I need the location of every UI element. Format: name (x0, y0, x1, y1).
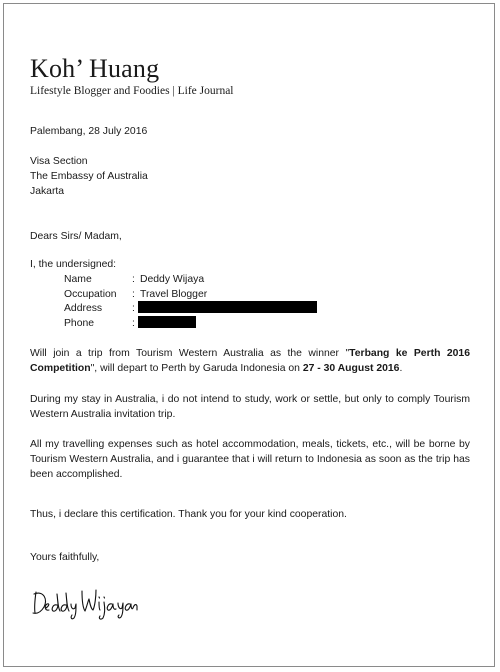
identity-colon: : (132, 318, 135, 329)
paragraph-expenses: All my travelling expenses such as hotel accommodation, meals, tickets, etc., will be borne by Tourism Western Australia, and i guarantee that i will return to Indonesia as soon as the trip has been accomplished. (30, 439, 470, 480)
identity-label: Name (64, 274, 92, 285)
competition-name: Terbang ke Perth 2016 Competition (30, 348, 470, 374)
recipient-line-1: Visa Section (30, 156, 88, 167)
intro-line: I, the undersigned: (30, 259, 117, 270)
letter-page (3, 3, 495, 667)
letterhead-name: Koh’ Huang (30, 54, 160, 83)
identity-value: Deddy Wijaya (140, 274, 205, 285)
recipient-line-2: The Embassy of Australia (30, 171, 148, 182)
identity-value: Travel Blogger (140, 289, 208, 300)
para-text: . (399, 363, 403, 374)
identity-label: Occupation (64, 289, 117, 300)
trip-dates: 27 - 30 August 2016 (302, 363, 400, 374)
paragraph-stay: During my stay in Australia, i do not intend to study, work or settle, but only to comply Tourism Western Australia invitation trip. (30, 394, 470, 420)
salutation: Dears Sirs/ Madam, (30, 231, 122, 242)
para-text: Will join a trip from Tourism Western Australia as the winner " (30, 348, 350, 359)
paragraph-declaration: Thus, i declare this certification. Thank you for your kind cooperation. (30, 509, 347, 520)
redacted-phone (138, 316, 196, 328)
identity-label: Phone (64, 318, 95, 329)
letter-date: Palembang, 28 July 2016 (30, 126, 148, 137)
redacted-address (138, 301, 317, 313)
paragraph-trip (30, 346, 470, 376)
handwritten-signature (30, 582, 140, 622)
para-text: ", will depart to Perth by Garuda Indonesia on (90, 363, 303, 374)
letterhead-subtitle: Lifestyle Blogger and Foodies | Life Journal (30, 85, 234, 97)
recipient-line-3: Jakarta (30, 186, 65, 197)
identity-colon: : (132, 274, 135, 285)
identity-colon: : (132, 289, 135, 300)
identity-label: Address (64, 303, 103, 314)
identity-colon: : (132, 303, 135, 314)
closing: Yours faithfully, (30, 552, 100, 563)
